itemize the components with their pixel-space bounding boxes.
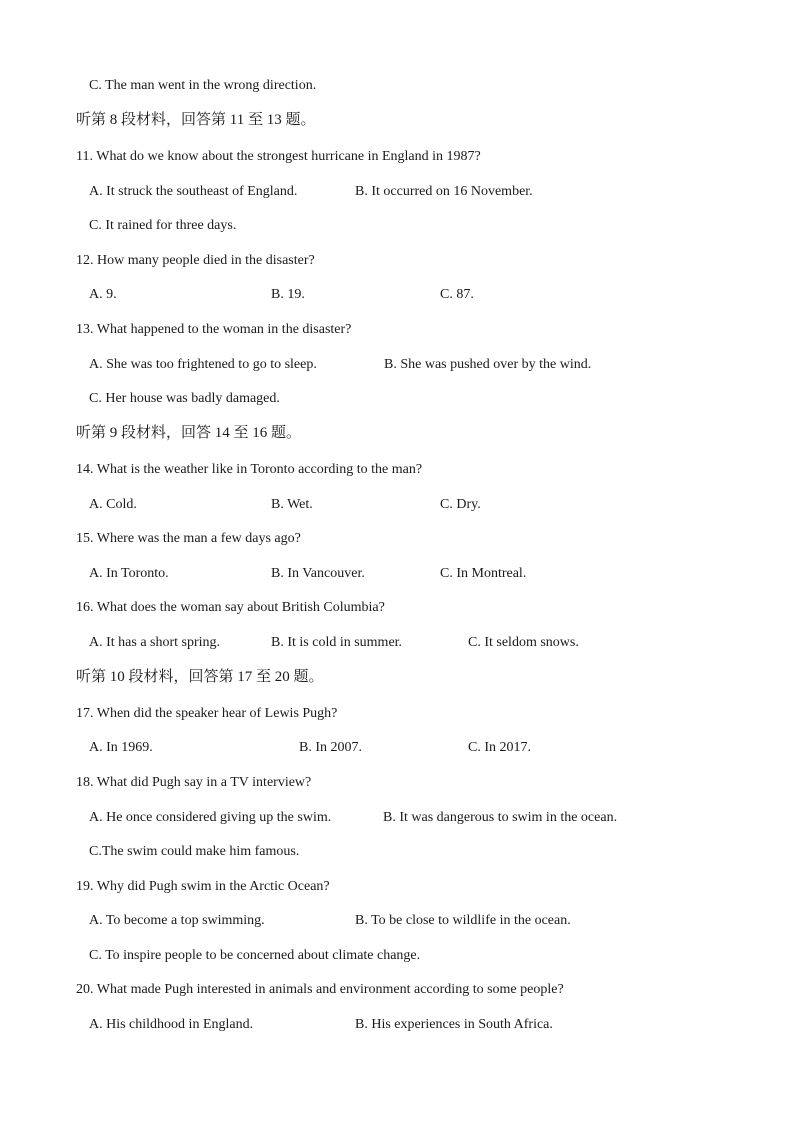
q17-option-b: B. In 2007.	[299, 740, 362, 755]
section-heading-8: 听第 8 段材料，回答第 11 至 13 题。	[76, 112, 316, 128]
q12-option-c: C. 87.	[440, 287, 474, 302]
question-16: 16. What does the woman say about British Columbia?	[76, 600, 385, 615]
q18-option-a: A. He once considered giving up the swim.	[89, 810, 332, 825]
q16-option-b: B. It is cold in summer.	[271, 635, 403, 650]
q11-option-b: B. It occurred on 16 November.	[355, 184, 533, 199]
q19-option-c: C. To inspire people to be concerned about climate change.	[89, 948, 421, 963]
q12-option-a: A. 9.	[89, 287, 117, 302]
q11-option-a: A. It struck the southeast of England.	[89, 184, 298, 199]
question-18: 18. What did Pugh say in a TV interview?	[76, 775, 312, 790]
q19-option-a: A. To become a top swimming.	[89, 913, 265, 928]
q12-option-b: B. 19.	[271, 287, 305, 302]
q15-option-c: C. In Montreal.	[440, 566, 527, 581]
q15-option-a: A. In Toronto.	[89, 566, 169, 581]
q14-option-b: B. Wet.	[271, 497, 313, 512]
q14-option-a: A. Cold.	[89, 497, 137, 512]
q14-option-c: C. Dry.	[440, 497, 481, 512]
q13-option-c: C. Her house was badly damaged.	[89, 391, 280, 406]
question-17: 17. When did the speaker hear of Lewis Pugh?	[76, 706, 338, 721]
q19-option-b: B. To be close to wildlife in the ocean.	[355, 913, 571, 928]
q13-option-a: A. She was too frightened to go to sleep.	[89, 357, 317, 372]
q16-option-c: C. It seldom snows.	[468, 635, 579, 650]
question-14: 14. What is the weather like in Toronto according to the man?	[76, 462, 423, 477]
q10-option-c: C. The man went in the wrong direction.	[89, 78, 317, 93]
question-15: 15. Where was the man a few days ago?	[76, 531, 301, 546]
question-13: 13. What happened to the woman in the disaster?	[76, 322, 352, 337]
question-20: 20. What made Pugh interested in animals and environment according to some people?	[76, 982, 564, 997]
question-11: 11. What do we know about the strongest hurricane in England in 1987?	[76, 149, 481, 164]
q13-option-b: B. She was pushed over by the wind.	[384, 357, 592, 372]
q15-option-b: B. In Vancouver.	[271, 566, 365, 581]
q18-option-b: B. It was dangerous to swim in the ocean.	[383, 810, 618, 825]
q18-option-c: C.The swim could make him famous.	[89, 844, 300, 859]
q11-option-c: C. It rained for three days.	[89, 218, 237, 233]
section-heading-10: 听第 10 段材料，回答第 17 至 20 题。	[76, 669, 324, 685]
q16-option-a: A. It has a short spring.	[89, 635, 221, 650]
q20-option-a: A. His childhood in England.	[89, 1017, 254, 1032]
question-19: 19. Why did Pugh swim in the Arctic Ocean?	[76, 879, 330, 894]
q17-option-a: A. In 1969.	[89, 740, 153, 755]
q17-option-c: C. In 2017.	[468, 740, 531, 755]
section-heading-9: 听第 9 段材料，回答 14 至 16 题。	[76, 425, 302, 441]
question-12: 12. How many people died in the disaster?	[76, 253, 315, 268]
q20-option-b: B. His experiences in South Africa.	[355, 1017, 553, 1032]
